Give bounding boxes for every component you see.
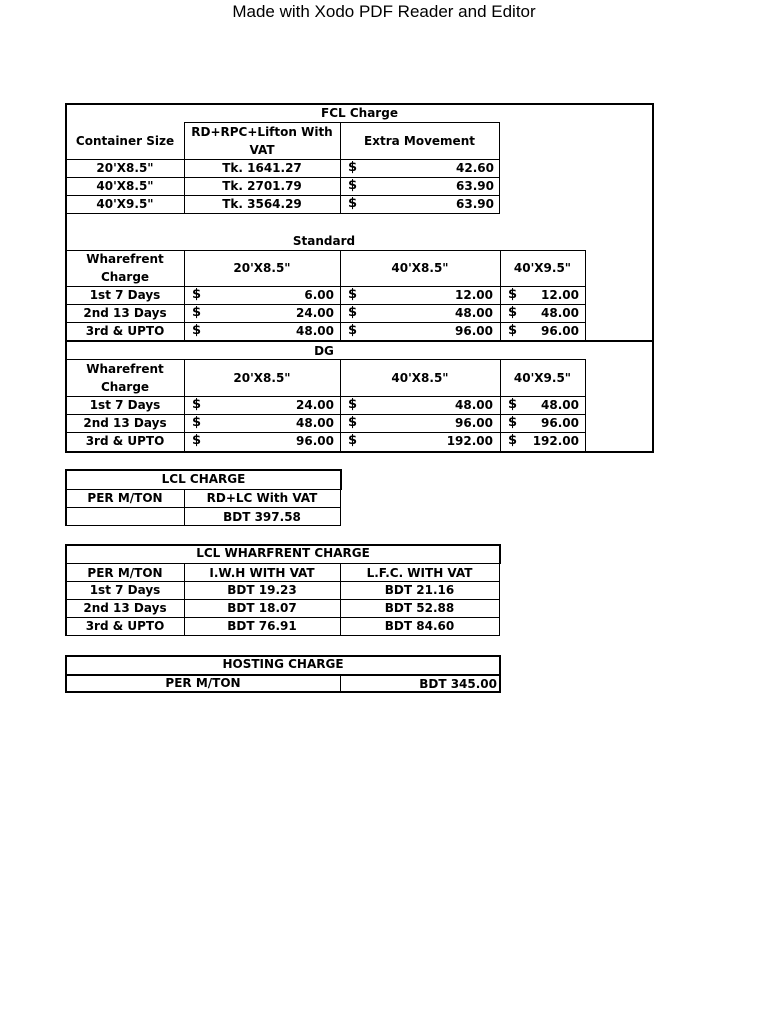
- currency-symbol: $: [348, 415, 358, 430]
- container-size: 40'X8.5": [96, 179, 154, 193]
- col-iwh: I.W.H WITH VAT: [209, 566, 315, 580]
- iwh-value: BDT 19.23: [227, 583, 297, 597]
- col-per-mton: PER M/TON: [87, 566, 163, 580]
- hosting-title: HOSTING CHARGE: [222, 657, 344, 671]
- watermark-text: Made with Xodo PDF Reader and Editor: [232, 2, 536, 21]
- rd-value: Tk. 2701.79: [222, 179, 302, 193]
- row-label: 2nd 13 Days: [83, 601, 167, 615]
- hosting-value: BDT 345.00: [419, 677, 497, 691]
- row-label: 1st 7 Days: [89, 398, 161, 412]
- col-lfc: L.F.C. WITH VAT: [366, 566, 473, 580]
- currency-symbol: $: [348, 305, 358, 320]
- col-40x95: 40'X9.5": [513, 371, 572, 385]
- currency-symbol: $: [348, 160, 358, 175]
- row-label: 2nd 13 Days: [83, 306, 167, 320]
- lfc-value: BDT 52.88: [384, 601, 455, 615]
- currency-symbol: $: [192, 415, 202, 430]
- value-40x95: 96.00: [541, 416, 579, 430]
- value-20x85: 48.00: [296, 324, 334, 338]
- currency-symbol: $: [348, 433, 358, 448]
- value-40x85: 12.00: [455, 288, 493, 302]
- value-40x95: 96.00: [541, 324, 579, 338]
- extra-value: 63.90: [456, 197, 494, 211]
- rd-value: Tk. 3564.29: [222, 197, 302, 211]
- value-40x85: 96.00: [455, 416, 493, 430]
- currency-symbol: $: [508, 433, 518, 448]
- value-40x95: 192.00: [532, 434, 579, 448]
- rd-value: Tk. 1641.27: [222, 161, 302, 175]
- lfc-value: BDT 21.16: [384, 583, 455, 597]
- value-20x85: 24.00: [296, 398, 334, 412]
- currency-symbol: $: [508, 415, 518, 430]
- col-40x95: 40'X9.5": [513, 261, 572, 275]
- extra-value: 42.60: [456, 161, 494, 175]
- col-20x85: 20'X8.5": [233, 371, 291, 385]
- col-charge-line1: Wharefrent: [86, 362, 164, 376]
- col-rd-lc: RD+LC With VAT: [206, 491, 318, 505]
- col-20x85: 20'X8.5": [233, 261, 291, 275]
- container-size: 20'X8.5": [96, 161, 154, 175]
- col-rd-line1: RD+RPC+Lifton With: [191, 125, 333, 139]
- value-40x95: 48.00: [541, 306, 579, 320]
- col-charge-line2: Charge: [100, 270, 150, 284]
- currency-symbol: $: [508, 305, 518, 320]
- value-40x95: 12.00: [541, 288, 579, 302]
- col-charge-line2: Charge: [100, 380, 150, 394]
- currency-symbol: $: [192, 397, 202, 412]
- currency-symbol: $: [508, 323, 518, 338]
- currency-symbol: $: [192, 323, 202, 338]
- lfc-value: BDT 84.60: [384, 619, 455, 633]
- col-container-size: Container Size: [75, 134, 175, 148]
- lcl-value: BDT 397.58: [223, 510, 301, 524]
- dg-title: DG: [314, 344, 334, 358]
- value-40x85: 96.00: [455, 324, 493, 338]
- hosting-label: PER M/TON: [165, 676, 241, 690]
- col-extra-movement: Extra Movement: [364, 134, 475, 148]
- currency-symbol: $: [348, 287, 358, 302]
- value-20x85: 48.00: [296, 416, 334, 430]
- row-label: 1st 7 Days: [89, 583, 161, 597]
- col-per-mton: PER M/TON: [87, 491, 163, 505]
- value-40x85: 192.00: [446, 434, 493, 448]
- row-label: 1st 7 Days: [89, 288, 161, 302]
- value-20x85: 96.00: [296, 434, 334, 448]
- lcl-wharf-title: LCL WHARFRENT CHARGE: [196, 546, 370, 560]
- col-rd-line2: VAT: [249, 143, 275, 157]
- currency-symbol: $: [348, 323, 358, 338]
- extra-value: 63.90: [456, 179, 494, 193]
- currency-symbol: $: [508, 287, 518, 302]
- currency-symbol: $: [508, 397, 518, 412]
- col-40x85: 40'X8.5": [391, 261, 449, 275]
- currency-symbol: $: [192, 287, 202, 302]
- currency-symbol: $: [192, 433, 202, 448]
- row-label: 2nd 13 Days: [83, 416, 167, 430]
- currency-symbol: $: [348, 196, 358, 211]
- currency-symbol: $: [348, 397, 358, 412]
- value-40x85: 48.00: [455, 398, 493, 412]
- row-label: 3rd & UPTO: [85, 619, 165, 633]
- value-20x85: 24.00: [296, 306, 334, 320]
- fcl-title: FCL Charge: [321, 106, 398, 120]
- standard-title: Standard: [292, 234, 356, 248]
- iwh-value: BDT 76.91: [227, 619, 297, 633]
- value-20x85: 6.00: [304, 288, 334, 302]
- value-40x85: 48.00: [455, 306, 493, 320]
- row-label: 3rd & UPTO: [85, 324, 165, 338]
- row-label: 3rd & UPTO: [85, 434, 165, 448]
- lcl-title: LCL CHARGE: [161, 472, 246, 486]
- value-40x95: 48.00: [541, 398, 579, 412]
- col-charge-line1: Wharefrent: [86, 252, 164, 266]
- iwh-value: BDT 18.07: [227, 601, 297, 615]
- currency-symbol: $: [348, 178, 358, 193]
- col-40x85: 40'X8.5": [391, 371, 449, 385]
- currency-symbol: $: [192, 305, 202, 320]
- container-size: 40'X9.5": [96, 197, 154, 211]
